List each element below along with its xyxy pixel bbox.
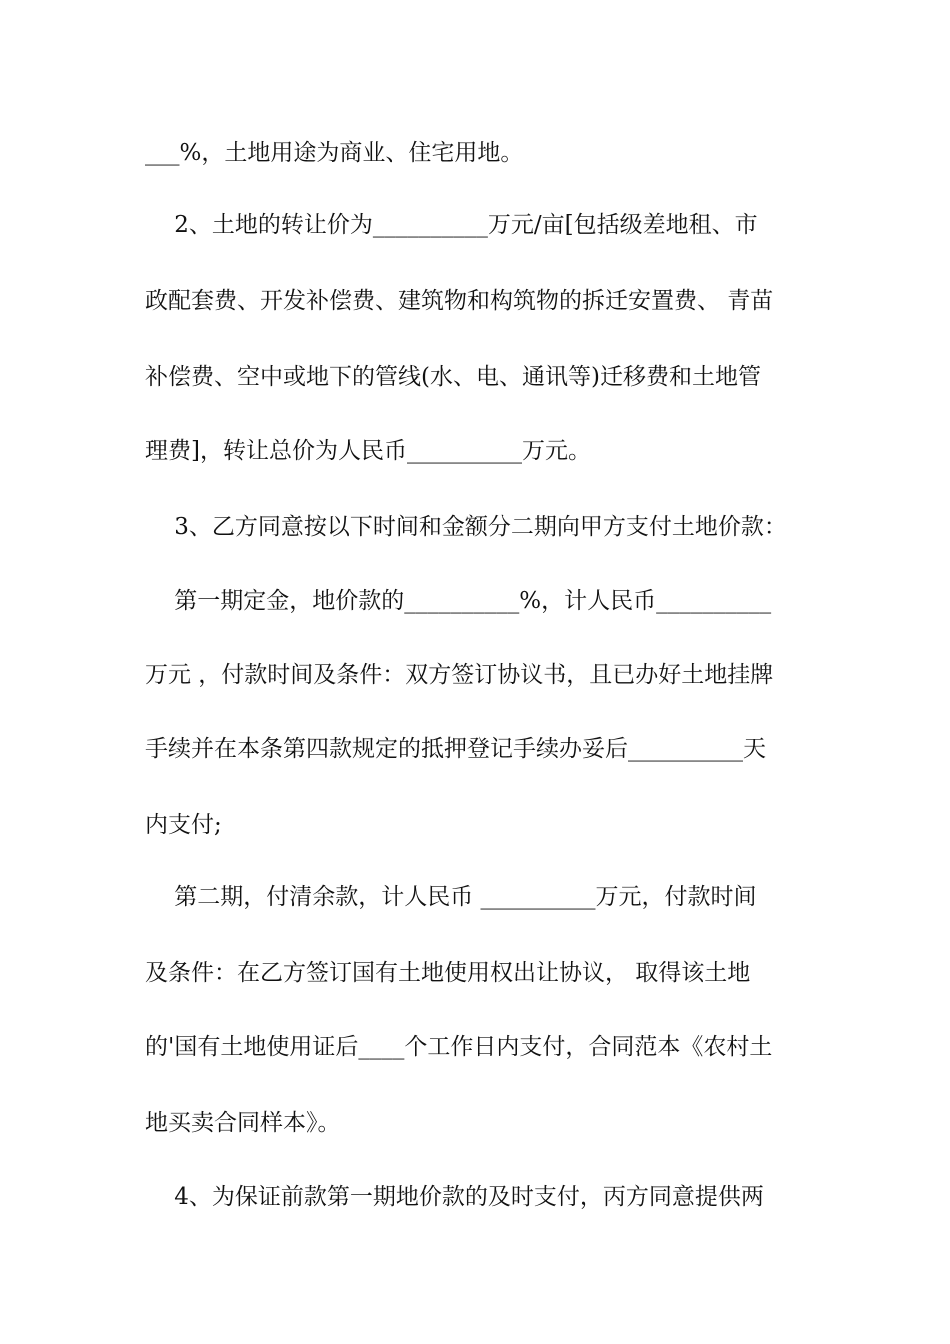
text-line: 理费]，转让总价为人民币__________万元。 — [145, 438, 591, 464]
text-line: 手续并在本条第四款规定的抵押登记手续办妥后__________天 — [145, 736, 766, 762]
text-line: 及条件：在乙方签订国有土地使用权出让协议， 取得该土地 — [145, 960, 751, 986]
text-line: 4、为保证前款第一期地价款的及时支付，丙方同意提供两 — [145, 1184, 764, 1210]
text-line: 第一期定金，地价款的__________%，计人民币__________ — [145, 588, 772, 614]
text-line: 3、乙方同意按以下时间和金额分二期向甲方支付土地价款： — [145, 514, 787, 540]
text-line: 2、土地的转让价为__________万元/亩[包括级差地租、市 — [145, 212, 758, 238]
text-line: 补偿费、空中或地下的管线(水、电、通讯等)迁移费和土地管 — [145, 364, 761, 390]
text-line: 第二期，付清余款，计人民币 __________万元，付款时间 — [145, 884, 757, 910]
text-line: 内支付; — [145, 812, 222, 838]
text-line: 政配套费、开发补偿费、建筑物和构筑物的拆迁安置费、 青苗 — [145, 288, 774, 314]
text-line: 的'国有土地使用证后____个工作日内支付，合同范本《农村土 — [145, 1034, 773, 1060]
text-line: ___%，土地用途为商业、住宅用地。 — [145, 140, 524, 166]
text-line: 地买卖合同样本》。 — [145, 1110, 341, 1136]
text-line: 万元 ，付款时间及条件：双方签订协议书，且已办好土地挂牌 — [145, 662, 774, 688]
